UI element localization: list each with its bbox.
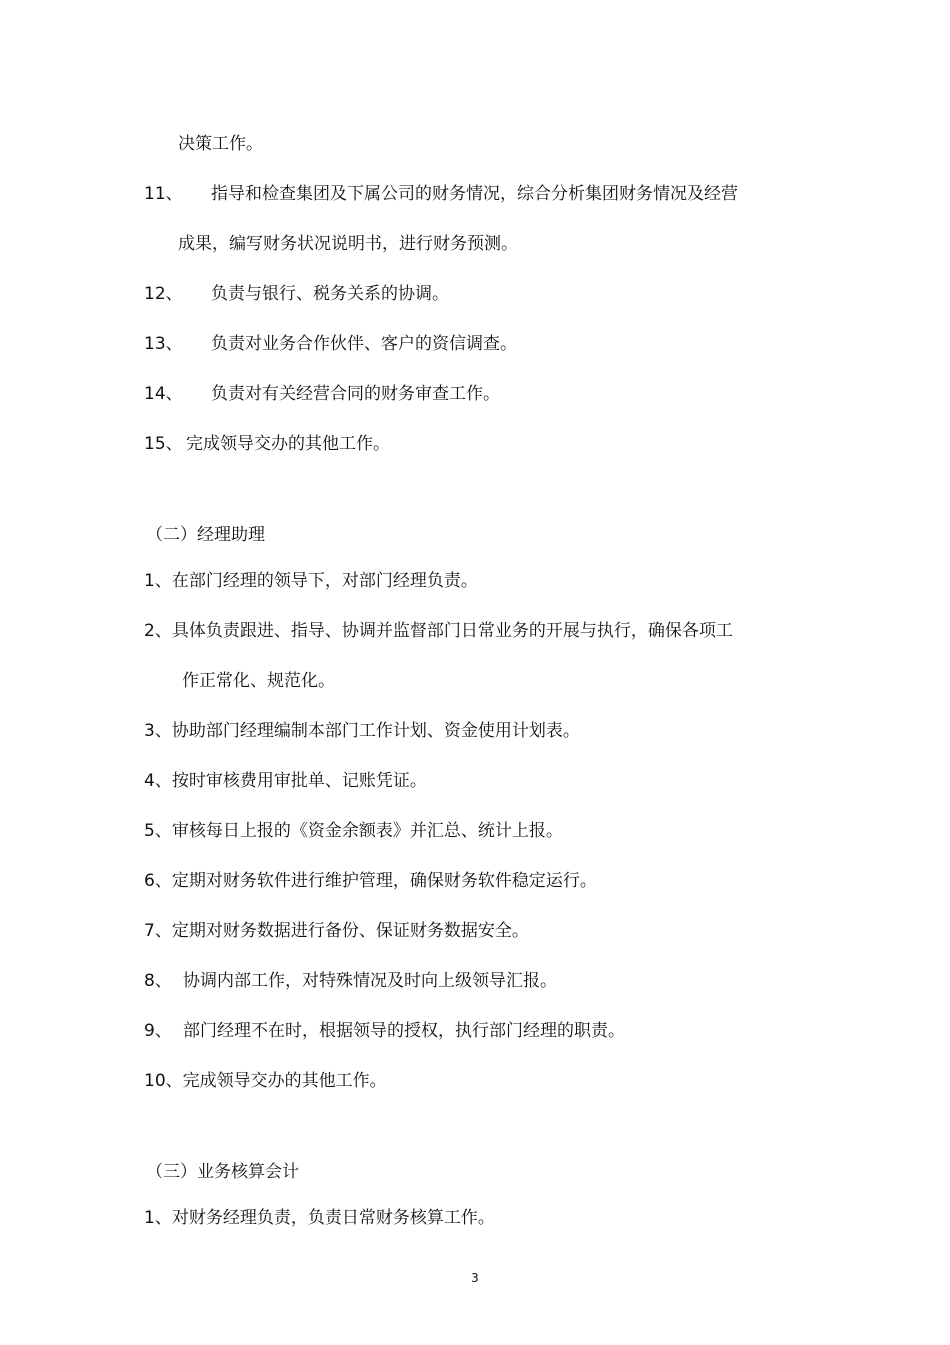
item-number: 15、 (144, 434, 183, 454)
item-number: 6、 (144, 871, 172, 891)
list-item (144, 720, 580, 742)
section-heading: （三）业务核算会计 (146, 1162, 299, 1182)
item-number: 2、 (144, 621, 172, 641)
list-item (144, 333, 517, 355)
item-number: 5、 (144, 821, 172, 841)
item-number: 8、 (144, 971, 172, 991)
item-number: 9、 (144, 1021, 172, 1041)
item-number: 12、 (144, 284, 183, 304)
list-item (144, 870, 597, 892)
item-number: 14、 (144, 384, 183, 404)
page-number: 3 (471, 1271, 479, 1285)
item-text: 协助部门经理编制本部门工作计划、资金使用计划表。 (171, 721, 580, 741)
item-text: 具体负责跟进、指导、协调并监督部门日常业务的开展与执行，确保各项工 (171, 621, 733, 641)
item-text: 定期对财务软件进行维护管理，确保财务软件稳定运行。 (171, 871, 597, 891)
item-text: 按时审核费用审批单、记账凭证。 (171, 771, 427, 791)
item-text: 审核每日上报的《资金余额表》并汇总、统计上报。 (171, 821, 563, 841)
list-item (144, 1020, 625, 1042)
list-item (144, 383, 500, 405)
list-item (144, 433, 390, 455)
list-item (144, 820, 563, 842)
item-text: 指导和检查集团及下属公司的财务情况，综合分析集团财务情况及经营 (211, 184, 738, 204)
item-text: 完成领导交办的其他工作。 (186, 434, 390, 454)
list-item (144, 920, 529, 942)
item-number: 1、 (144, 571, 172, 591)
item-number: 4、 (144, 771, 172, 791)
item-text: 定期对财务数据进行备份、保证财务数据安全。 (171, 921, 529, 941)
list-item (144, 1207, 495, 1229)
item-continuation: 作正常化、规范化。 (182, 671, 335, 691)
item-text: 完成领导交办的其他工作。 (182, 1071, 387, 1091)
item-number: 1、 (144, 1208, 172, 1228)
continuation-line: 决策工作。 (178, 134, 263, 154)
item-number: 7、 (144, 921, 172, 941)
item-text: 对财务经理负责，负责日常财务核算工作。 (171, 1208, 495, 1228)
item-text: 负责对有关经营合同的财务审查工作。 (211, 384, 500, 404)
list-item (144, 570, 478, 592)
item-number: 13、 (144, 334, 183, 354)
item-text: 负责对业务合作伙伴、客户的资信调查。 (211, 334, 517, 354)
list-item (144, 620, 733, 642)
section-heading: （二）经理助理 (146, 525, 265, 545)
item-continuation: 成果，编写财务状况说明书，进行财务预测。 (178, 234, 518, 254)
item-text: 协调内部工作，对特殊情况及时向上级领导汇报。 (183, 971, 557, 991)
item-text: 负责与银行、税务关系的协调。 (211, 284, 449, 304)
list-item (144, 770, 427, 792)
item-text: 在部门经理的领导下，对部门经理负责。 (171, 571, 478, 591)
item-number: 3、 (144, 721, 172, 741)
list-item (144, 183, 738, 205)
list-item (144, 1070, 387, 1092)
list-item (144, 283, 449, 305)
item-number: 11、 (144, 184, 183, 204)
list-item (144, 970, 557, 992)
item-number: 10、 (144, 1071, 183, 1091)
item-text: 部门经理不在时，根据领导的授权，执行部门经理的职责。 (183, 1021, 625, 1041)
